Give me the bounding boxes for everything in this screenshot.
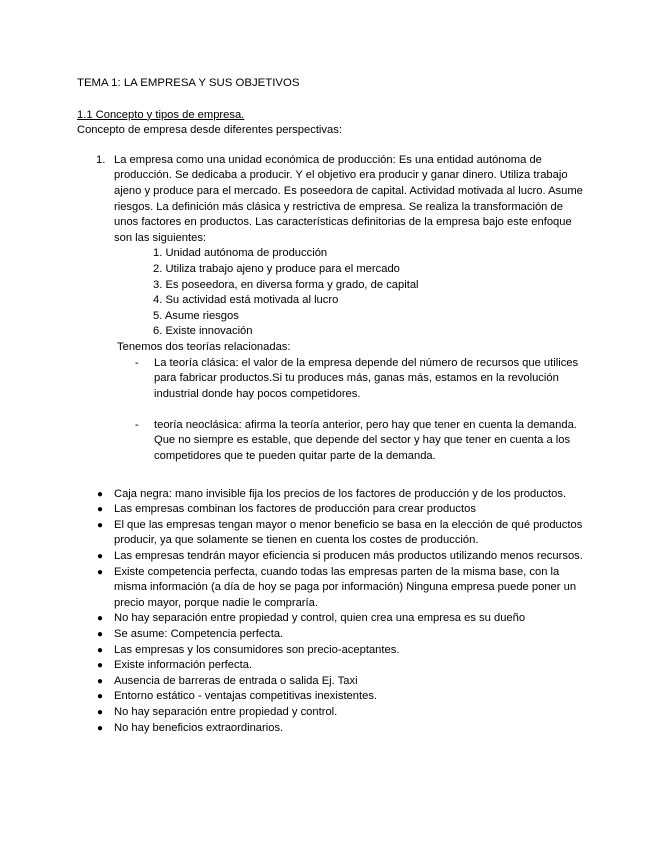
theory-item: [77, 356, 587, 403]
characteristic-item: 4. Su actividad está motivada al lucro: [153, 294, 339, 307]
bullet-item: [77, 611, 587, 627]
bullet-item: [77, 721, 587, 737]
bullet-text: No hay beneficios extraordinarios.: [114, 721, 284, 734]
bullet-item: [77, 518, 587, 549]
bullet-text: Existe información perfecta.: [114, 659, 253, 672]
bullet-icon: ●: [97, 488, 104, 500]
item-text: La empresa como una unidad económica de producción: Es una entidad autónoma de producción. Se dedicaba a producir. Y el objetivo era producir y ganar dinero. Utiliza trabajo ajeno y produce para el mercado. Es poseedora de capital. Actividad motivada al lucro. Asume riesgos. La definición más clásica y restrictiva de empresa. Se realiza la transformación de unos factores en productos. Las características definitorias de la empresa bajo este enfoque son las siguientes:: [114, 153, 583, 244]
bullet-icon: ●: [97, 629, 104, 640]
bullet-text: Las empresas tendrán mayor eficiencia si producen más productos utilizando menos recursos.: [114, 550, 583, 563]
bullet-icon: ●: [97, 504, 104, 516]
bullet-text: Ausencia de barreras de entrada o salida Ej. Taxi: [114, 674, 358, 687]
theories-intro: Tenemos dos teorías relacionadas:: [117, 340, 291, 353]
bullet-item: [77, 549, 587, 565]
bullet-icon: ●: [97, 644, 104, 656]
document-title: TEMA 1: LA EMPRESA Y SUS OBJETIVOS: [77, 77, 300, 89]
bullet-icon: ●: [97, 660, 104, 672]
section-subtitle: 1.1 Concepto y tipos de empresa.: [77, 108, 245, 121]
bullet-icon: ●: [97, 722, 104, 734]
dash-marker: -: [135, 356, 139, 369]
bullet-item: [77, 674, 587, 690]
characteristic-item: 2. Utiliza trabajo ajeno y produce para el mercado: [153, 262, 400, 275]
characteristic-item: 5. Asume riesgos: [153, 309, 239, 322]
bullet-item: [77, 627, 587, 643]
bullet-text: No hay separación entre propiedad y control.: [114, 705, 338, 718]
bullet-text: El que las empresas tengan mayor o menor beneficio se basa en la elección de qué productos producir, ya que solamente se tienen en cuenta los costes de producción.: [114, 518, 583, 547]
document-page: [77, 76, 587, 736]
bullet-icon: ●: [97, 566, 104, 578]
bullet-icon: ●: [97, 706, 104, 718]
intro-text: Concepto de empresa desde diferentes perspectivas:: [77, 124, 342, 137]
characteristic-item: 3. Es poseedora, en diversa forma y grado, de capital: [153, 278, 419, 291]
bullet-icon: ●: [97, 675, 104, 687]
characteristic-item: 6. Existe innovación: [153, 325, 253, 338]
bullet-icon: ●: [97, 613, 104, 625]
bullet-list: [77, 487, 587, 737]
bullet-text: No hay separación entre propiedad y control, quien crea una empresa es su dueño: [114, 612, 526, 625]
bullet-item: [77, 502, 587, 518]
bullet-text: Las empresas combinan los factores de producción para crear productos: [114, 503, 476, 516]
bullet-item: [77, 705, 587, 721]
bullet-item: [77, 487, 587, 503]
bullet-text: Las empresas y los consumidores son precio-aceptantes.: [114, 643, 400, 656]
bullet-icon: ●: [97, 519, 104, 531]
characteristics-list: [114, 246, 587, 340]
numbered-item: [77, 153, 587, 340]
bullet-item: [77, 565, 587, 612]
bullet-item: [77, 658, 587, 674]
item-number: 1.: [96, 153, 106, 166]
bullet-text: Se asume: Competencia perfecta.: [114, 628, 284, 640]
bullet-text: Entorno estático - ventajas competitivas inexistentes.: [114, 690, 378, 703]
bullet-item: [77, 643, 587, 659]
theory-text: La teoría clásica: el valor de la empresa depende del número de recursos que utilices para fabricar productos.Si tu produces más, ganas más, estamos en la revolución industrial donde hay pocos competidores.: [154, 356, 579, 400]
characteristic-item: 1. Unidad autónoma de producción: [153, 247, 328, 260]
bullet-icon: ●: [97, 551, 104, 563]
bullet-text: Caja negra: mano invisible fija los precios de los factores de producción y de los productos.: [114, 487, 567, 500]
theory-text: teoría neoclásica: afirma la teoría anterior, pero hay que tener en cuenta la demanda. Que no siempre es estable, que depende del sector y hay que tener en cuenta a los competidores que te pueden quitar parte de la demanda.: [154, 418, 577, 463]
bullet-icon: ●: [97, 691, 104, 703]
theory-item: [77, 418, 587, 465]
dash-marker: -: [135, 418, 139, 431]
bullet-item: [77, 689, 587, 705]
bullet-text: Existe competencia perfecta, cuando todas las empresas parten de la misma base, con la misma información (a día de hoy se paga por información) Ninguna empresa puede poner un precio mayor, porque nadie le compraría.: [114, 565, 577, 609]
